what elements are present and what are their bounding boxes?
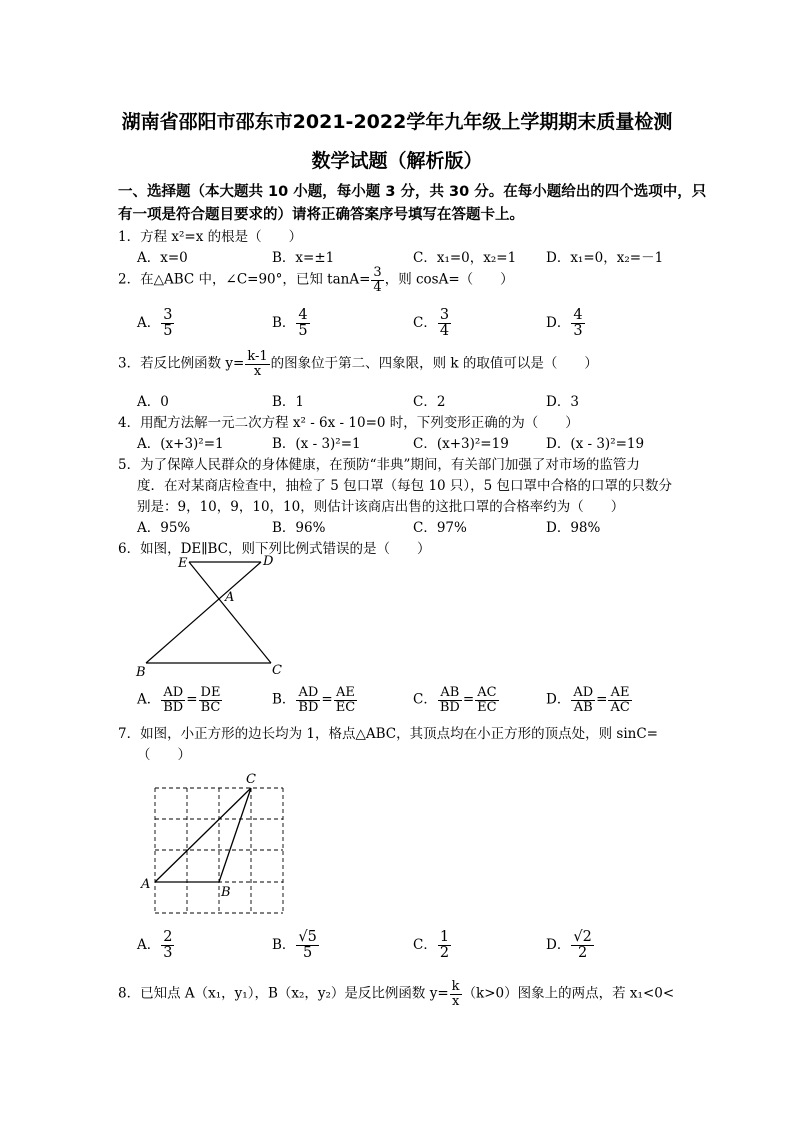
q7-d-num: √2 (573, 929, 592, 945)
q4-option-a: A．(x+3)²=1 (137, 436, 224, 452)
q7-line1: 7．如图，小正方形的边长均为 1，格点△ABC，其顶点均在小正方形的顶点处，则 sinC= (118, 726, 658, 742)
q6-b-frac1 (296, 686, 320, 714)
q6-d-n1: AD (573, 685, 594, 700)
q5-option-b: B．96% (272, 520, 326, 536)
q6-option-a-label: A． (137, 691, 161, 708)
label-e: E (178, 556, 188, 571)
q6-b-n1: AD (296, 686, 320, 701)
q2-option-b-fraction (296, 308, 309, 339)
q4-stem: 4．用配方法解一元二次方程 x² - 6x - 10=0 时，下列变形正确的为（ ） (118, 415, 579, 431)
q7-d-den: 2 (577, 945, 588, 962)
q7-option-c-label: C． (413, 937, 437, 954)
section-heading-line1: 一、选择题（本大题共 10 小题，每小题 3 分，共 30 分。在每小题给出的四个选项中，只 (118, 184, 707, 200)
label-d: D (263, 554, 274, 569)
q6-option-d (546, 686, 633, 714)
q6-c-frac1 (438, 686, 462, 714)
q2-c-num: 3 (439, 307, 450, 323)
q7-option-d (546, 930, 595, 961)
q2-option-b-label: B． (272, 315, 296, 332)
q8-stem-post: （k>0）图象上的两点，若 x₁<0< (462, 985, 675, 1002)
q8-stem-pre: 8．已知点 A（x₁，y₁），B（x₂，y₂）是反比例函数 y= (118, 985, 449, 1002)
q5-option-d: D．98% (546, 520, 601, 536)
q7-b-den: 5 (303, 945, 313, 962)
q5-line1: 5．为了保障人民群众的身体健康，在预防“非典”期间，有关部门加强了对市场的监管力 (118, 457, 640, 473)
q7-b-fraction (296, 930, 318, 961)
q6-option-b-label: B． (272, 691, 296, 708)
q2-tan-den: 4 (373, 279, 382, 295)
segment-ec (189, 562, 271, 663)
q2-tan-num: 3 (373, 265, 382, 280)
q6-option-c-label: C． (413, 691, 437, 708)
q2-option-c-label: C． (413, 315, 437, 332)
q3-den: x (253, 363, 262, 379)
q2-b-num: 4 (298, 307, 308, 323)
q3-stem (118, 350, 598, 378)
q2-option-d (546, 308, 586, 339)
q7-line2: （ ） (137, 747, 191, 763)
q6-c-frac2 (475, 686, 498, 714)
q6-a-d2: BC (200, 699, 221, 715)
q8-fraction (450, 980, 462, 1008)
q6-option-a (137, 686, 223, 714)
q7-d-fraction (571, 930, 593, 961)
q3-option-c: C．2 (413, 394, 446, 410)
q2-option-a (137, 308, 175, 339)
q6-a-n2: DE (200, 685, 221, 700)
q6-a-frac1 (161, 686, 185, 714)
q4-option-d: D．(x - 3)²=19 (546, 436, 645, 452)
q7-option-b (272, 930, 320, 961)
q6-b-d2: EC (335, 699, 356, 715)
q6-a-frac2 (199, 686, 223, 714)
q6-b-d1: BD (298, 699, 319, 715)
label-b: B (136, 665, 146, 680)
q6-option-b (272, 686, 358, 714)
q6-b-eq: = (321, 691, 333, 708)
q7-option-a (137, 930, 175, 961)
segment-ac (155, 788, 251, 882)
q2-stem (118, 266, 514, 294)
q2-option-a-label: A． (137, 315, 161, 332)
q6-a-d1: BD (163, 699, 184, 715)
q8-den: x (451, 993, 460, 1009)
q6-stem: 6．如图，DE∥BC，则下列比例式错误的是（ ） (118, 541, 431, 557)
q6-d-d2: AC (610, 699, 630, 715)
q6-a-eq: = (186, 691, 198, 708)
q7-option-a-label: A． (137, 937, 161, 954)
q2-option-c-fraction (438, 308, 451, 339)
segment-bc (219, 788, 251, 882)
q1-option-c: C．x₁=0，x₂=1 (413, 250, 517, 266)
q6-option-c (413, 686, 500, 714)
q1-stem: 1．方程 x²=x 的根是（ ） (118, 229, 303, 245)
q6-b-frac2 (334, 686, 357, 714)
q5-line2: 度．在对某商店检查中，抽检了 5 包口罩（每包 10 只），5 包口罩中合格的口罩的只数分 (137, 478, 673, 494)
q2-a-den: 5 (163, 323, 173, 340)
q4-option-c: C．(x+3)²=19 (413, 436, 509, 452)
label-b: B (221, 885, 231, 900)
q7-b-num: √5 (298, 929, 317, 945)
q6-d-eq: = (596, 691, 608, 708)
q8-num: k (451, 979, 460, 994)
q7-option-b-label: B． (272, 937, 296, 954)
q2-c-den: 4 (439, 323, 450, 340)
q7-grid-figure (135, 768, 305, 918)
label-c: C (246, 772, 256, 787)
q7-a-den: 3 (163, 945, 173, 962)
q5-option-c: C．97% (413, 520, 467, 536)
q6-d-frac2 (608, 686, 631, 714)
q6-a-n1: AD (161, 686, 185, 701)
q2-stem-post: ，则 cosA=（ ） (384, 271, 514, 288)
q2-b-den: 5 (298, 323, 308, 340)
segment-db (146, 562, 261, 663)
q2-option-c (413, 308, 452, 339)
page-subtitle: 数学试题（解析版） (311, 150, 483, 172)
q3-option-b: B．1 (272, 394, 305, 410)
q3-option-d: D．3 (546, 394, 579, 410)
label-c: C (272, 663, 282, 678)
q5-line3: 别是：9，10，9，10，10，则估计该商店出售的这批口罩的合格率约为（ ） (137, 499, 625, 515)
q2-d-num: 4 (573, 307, 583, 323)
label-a: A (141, 877, 151, 892)
q8-stem (118, 980, 674, 1008)
q6-c-n2: AC (475, 686, 498, 701)
q3-num: k-1 (247, 349, 268, 364)
q1-option-d: D．x₁=0，x₂=－1 (546, 250, 664, 266)
q6-c-n1: AB (438, 686, 462, 701)
page-title: 湖南省邵阳市邵东市2021-2022学年九年级上学期期末质量检测 (121, 111, 673, 133)
q6-b-n2: AE (334, 686, 357, 701)
q2-option-a-fraction (161, 308, 174, 339)
q7-option-d-label: D． (546, 937, 571, 954)
q7-option-c (413, 930, 452, 961)
q7-c-fraction (438, 930, 451, 961)
q3-stem-pre: 3．若反比例函数 y= (118, 355, 245, 372)
q6-d-d1: AB (573, 699, 593, 715)
q4-option-b: B．(x - 3)²=1 (272, 436, 361, 452)
grid-lines (155, 788, 283, 913)
q2-d-den: 3 (573, 323, 583, 340)
section-heading-line2: 有一项是符合题目要求的）请将正确答案序号填写在答题卡上。 (118, 207, 524, 223)
q7-c-num: 1 (439, 929, 450, 945)
q6-d-n2: AE (608, 686, 631, 701)
q2-option-b (272, 308, 311, 339)
q3-stem-post: 的图象位于第二、四象限，则 k 的取值可以是（ ） (270, 355, 598, 372)
q3-option-a: A．0 (137, 394, 169, 410)
q2-stem-pre: 2．在△ABC 中，∠C=90°，已知 tanA= (118, 271, 371, 288)
q7-a-fraction (161, 930, 174, 961)
q1-option-a: A．x=0 (137, 250, 188, 266)
q3-fraction (245, 350, 269, 378)
q7-a-num: 2 (163, 929, 173, 945)
q6-c-eq: = (462, 691, 475, 708)
label-a: A (225, 590, 235, 605)
q6-figure (130, 553, 295, 683)
q7-c-den: 2 (439, 945, 450, 962)
q1-option-b: B．x=±1 (272, 250, 335, 266)
q6-c-d1: BD (439, 699, 460, 715)
q2-option-d-fraction (571, 308, 584, 339)
q6-c-d2: EC (477, 699, 497, 715)
q2-a-num: 3 (163, 307, 173, 323)
q6-d-frac1 (571, 686, 595, 714)
q2-option-d-label: D． (546, 315, 571, 332)
q5-option-a: A．95% (137, 520, 191, 536)
q2-tan-fraction (371, 266, 383, 294)
q6-option-d-label: D． (546, 691, 571, 708)
